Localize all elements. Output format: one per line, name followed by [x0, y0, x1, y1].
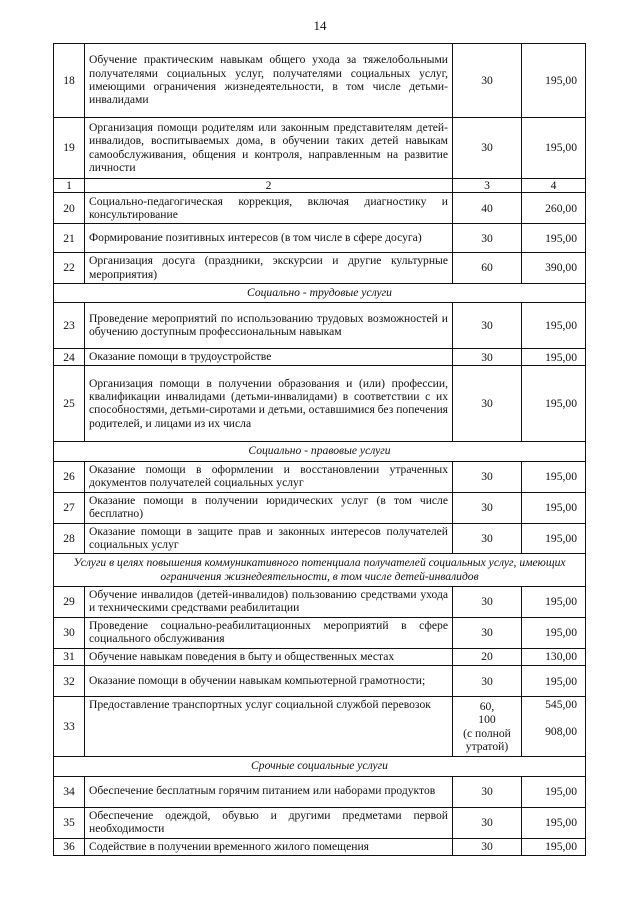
service-value: 30: [453, 838, 522, 855]
services-table: [53, 43, 586, 856]
service-description: Обучение инвалидов (детей-инвалидов) пользованию средствами ухода и техническими средствами реабилитации: [85, 586, 453, 617]
service-value: 30: [453, 461, 522, 492]
section-row: [54, 442, 586, 461]
service-price: 195,00: [522, 617, 586, 648]
service-value: 30: [453, 492, 522, 523]
service-price: 195,00: [522, 303, 586, 349]
row-number: 24: [54, 349, 85, 366]
service-description: Обучение навыкам поведения в быту и общественных местах: [85, 648, 453, 665]
service-price: 195,00: [522, 366, 586, 442]
service-price: 195,00: [522, 523, 586, 554]
section-title-communicative: Услуги в целях повышения коммуникативного потенциала получателей социальных услуг, имеющих ограничения жизнедеятельности, в том числе детей-инвалидов: [54, 554, 586, 587]
service-value: 30: [453, 776, 522, 807]
row-number: 32: [54, 666, 85, 697]
price-line: 908,00: [545, 724, 577, 738]
row-number: 34: [54, 776, 85, 807]
service-description: Оказание помощи в обучении навыкам компьютерной грамотности;: [85, 666, 453, 697]
service-price: 195,00: [522, 461, 586, 492]
table-row: [54, 118, 586, 179]
table-row: [54, 586, 586, 617]
service-price: 195,00: [522, 349, 586, 366]
table-row: [54, 492, 586, 523]
service-price: 195,00: [522, 224, 586, 253]
row-number: 35: [54, 807, 85, 838]
row-number: 21: [54, 224, 85, 253]
service-price: 195,00: [522, 838, 586, 855]
service-value: 30: [453, 118, 522, 179]
row-number: 28: [54, 523, 85, 554]
service-value: 60: [453, 253, 522, 284]
service-description: Обеспечение одеждой, обувью и другими предметами первой необходимости: [85, 807, 453, 838]
value-line: (с полной: [463, 726, 511, 740]
service-value: 20: [453, 648, 522, 665]
section-row: [54, 757, 586, 776]
service-price: 195,00: [522, 807, 586, 838]
service-description: Социально-педагогическая коррекция, включая диагностику и консультирование: [85, 193, 453, 224]
table-row: [54, 461, 586, 492]
row-number: 18: [54, 44, 85, 118]
table-row: [54, 807, 586, 838]
row-number: 25: [54, 366, 85, 442]
service-description: Оказание помощи в получении юридических услуг (в том числе бесплатно): [85, 492, 453, 523]
service-price: 195,00: [522, 44, 586, 118]
row-number: 26: [54, 461, 85, 492]
service-description: Оказание помощи в оформлении и восстановлении утраченных документов получателей социальных услуг: [85, 461, 453, 492]
service-description: Формирование позитивных интересов (в том числе в сфере досуга): [85, 224, 453, 253]
service-price: 195,00: [522, 492, 586, 523]
table-row: [54, 776, 586, 807]
service-description: Предоставление транспортных услуг социальной службой перевозок: [85, 697, 453, 757]
service-price: 195,00: [522, 666, 586, 697]
value-line: 60,: [479, 700, 495, 714]
column-number: 2: [85, 179, 453, 193]
service-value: 30: [453, 807, 522, 838]
service-value: 30: [453, 586, 522, 617]
service-value: 30: [453, 349, 522, 366]
service-description: Содействие в получении временного жилого помещения: [85, 838, 453, 855]
service-price: 130,00: [522, 648, 586, 665]
table-row: [54, 617, 586, 648]
service-price: 195,00: [522, 586, 586, 617]
service-value: [453, 697, 522, 757]
service-value: 30: [453, 617, 522, 648]
section-title-urgent: Срочные социальные услуги: [54, 757, 586, 776]
table-row: [54, 224, 586, 253]
table-row: [54, 44, 586, 118]
price-line: 545,00: [545, 698, 577, 712]
table-row-transport: [54, 697, 586, 757]
column-number: 3: [453, 179, 522, 193]
service-price: 260,00: [522, 193, 586, 224]
row-number: 19: [54, 118, 85, 179]
row-number: 22: [54, 253, 85, 284]
table-row: [54, 666, 586, 697]
row-number: 23: [54, 303, 85, 349]
column-number: 1: [54, 179, 85, 193]
table-row: [54, 193, 586, 224]
service-description: Проведение социально-реабилитационных мероприятий в сфере социального обслуживания: [85, 617, 453, 648]
section-title-labor: Социально - трудовые услуги: [54, 283, 586, 302]
service-value: 30: [453, 303, 522, 349]
service-price: 195,00: [522, 776, 586, 807]
service-price: 390,00: [522, 253, 586, 284]
service-value: 30: [453, 666, 522, 697]
table-row: [54, 303, 586, 349]
section-row: [54, 283, 586, 302]
service-description: Проведение мероприятий по использованию трудовых возможностей и обучению доступным профессиональным навыкам: [85, 303, 453, 349]
service-value: 40: [453, 193, 522, 224]
row-number: 36: [54, 838, 85, 855]
section-title-legal: Социально - правовые услуги: [54, 442, 586, 461]
service-description: Обеспечение бесплатным горячим питанием или наборами продуктов: [85, 776, 453, 807]
service-price: [522, 697, 586, 757]
service-description: Обучение практическим навыкам общего ухода за тяжелобольными получателями социальных услуг, получателями социальных услуг, имеющими ограничения жизнедеятельности, в том числе детьми-инвалидами: [85, 44, 453, 118]
service-description: Организация помощи в получении образования и (или) профессии, квалификации инвалидами (детьми-инвалидами) в соответствии с их способностями, детьми-сиротами и детьми, оставшимися без попечения родителей, и лицами из их числа: [85, 366, 453, 442]
service-description: Организация досуга (праздники, экскурсии и другие культурные мероприятия): [85, 253, 453, 284]
value-line: утратой): [465, 740, 509, 754]
row-number: 30: [54, 617, 85, 648]
service-price: 195,00: [522, 118, 586, 179]
table-row: [54, 648, 586, 665]
table-row: [54, 253, 586, 284]
section-row: [54, 554, 586, 587]
column-numbers-row: [54, 179, 586, 193]
row-number: 20: [54, 193, 85, 224]
service-description: Организация помощи родителям или законным представителям детей-инвалидов, воспитываемых дома, в обучении таких детей навыкам самообслуживания, общения и контроля, направленным на развитие личности: [85, 118, 453, 179]
service-value: 30: [453, 366, 522, 442]
service-value: 30: [453, 523, 522, 554]
service-value: 30: [453, 224, 522, 253]
service-description: Оказание помощи в трудоустройстве: [85, 349, 453, 366]
row-number: 27: [54, 492, 85, 523]
value-line: 100: [478, 713, 496, 727]
page-number: 14: [313, 18, 327, 33]
table-row: [54, 349, 586, 366]
row-number: 31: [54, 648, 85, 665]
service-description: Оказание помощи в защите прав и законных интересов получателей социальных услуг: [85, 523, 453, 554]
table-row: [54, 838, 586, 855]
service-value: 30: [453, 44, 522, 118]
table-row: [54, 366, 586, 442]
row-number: 33: [54, 697, 85, 757]
column-number: 4: [522, 179, 586, 193]
row-number: 29: [54, 586, 85, 617]
table-row: [54, 523, 586, 554]
